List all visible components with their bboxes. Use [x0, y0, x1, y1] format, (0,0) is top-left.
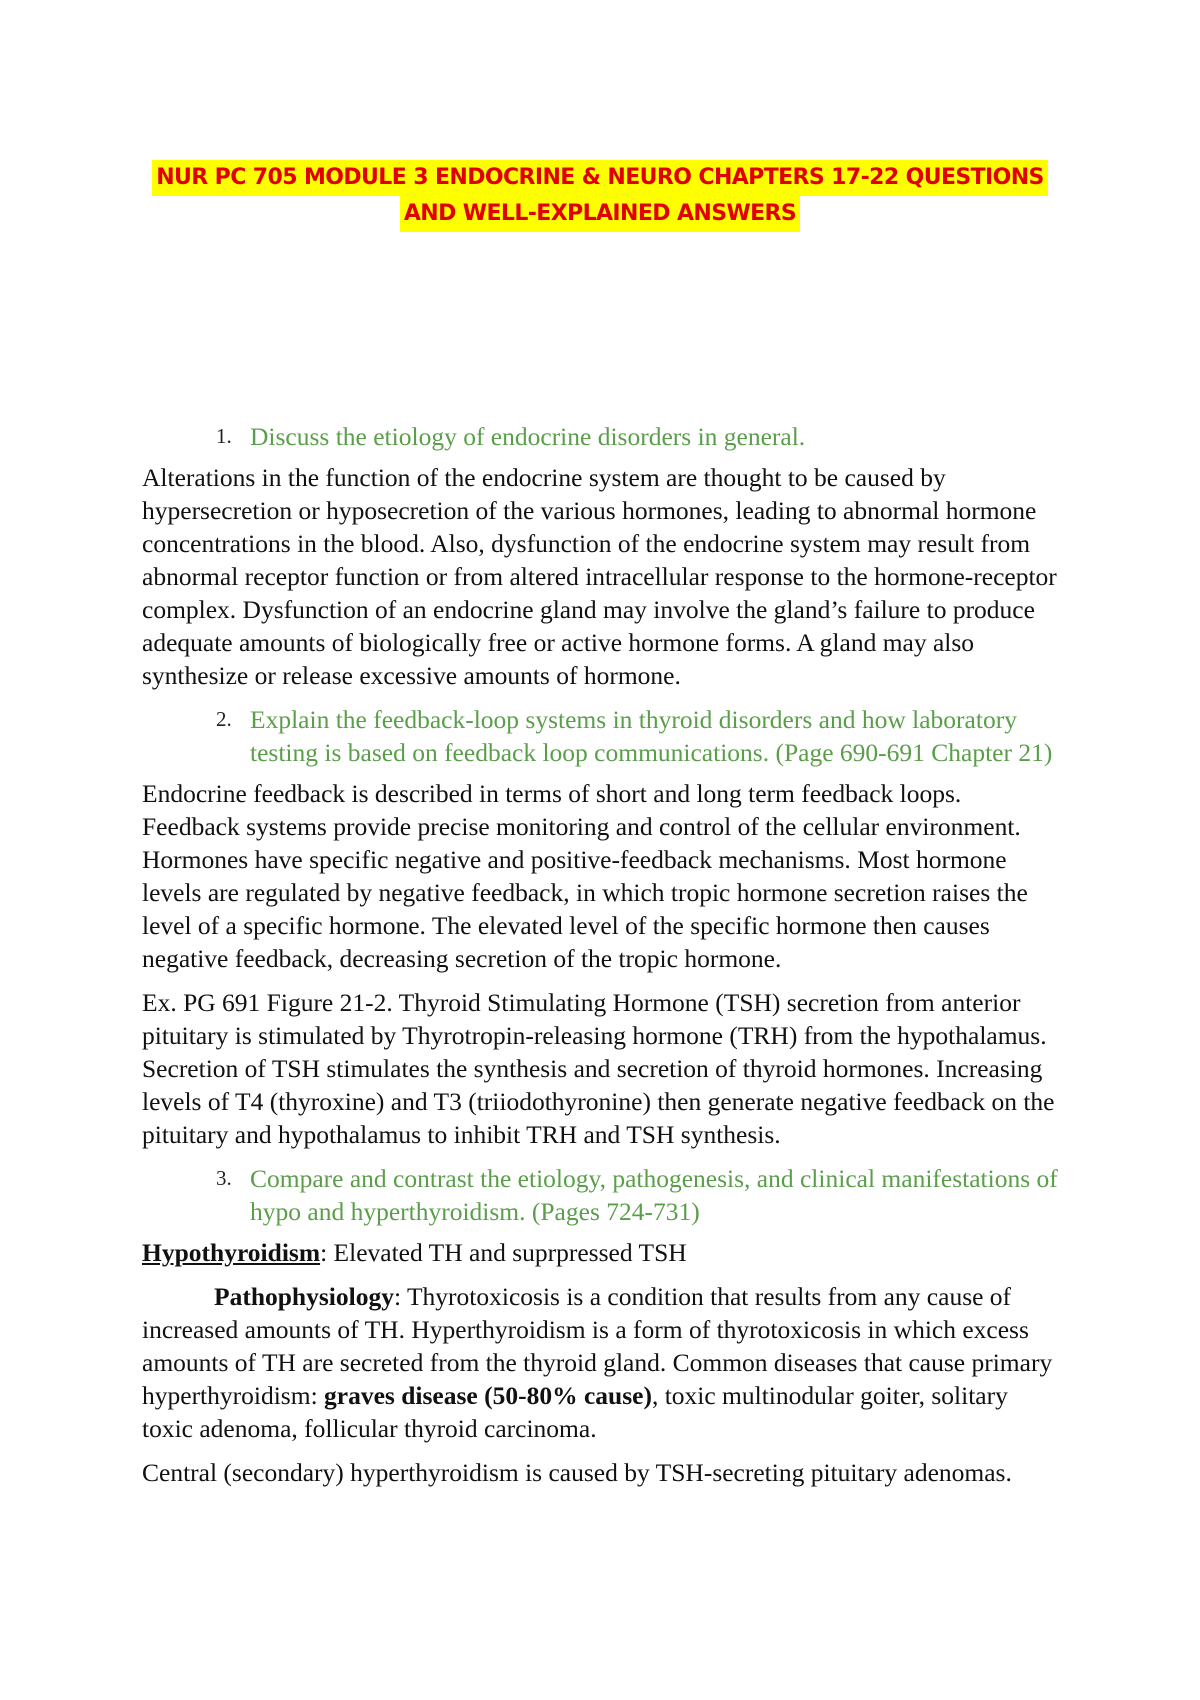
- pathophysiology-paragraph: [142, 1280, 1062, 1445]
- central-hyperthyroidism-paragraph: Central (secondary) hyperthyroidism is caused by TSH-secreting pituitary adenomas.: [142, 1458, 1012, 1487]
- pathophysiology-text: : Thyrotoxicosis is a condition that results from any cause of increased amounts of TH. Hyperthyroidism is a form of thyrotoxicosis in which excess amounts of TH are secreted from the thyroid gland. Common diseases that cause primary hyperthyroidism:: [142, 1282, 1053, 1410]
- answer-2-paragraph-2: Ex. PG 691 Figure 21-2. Thyroid Stimulating Hormone (TSH) secretion from anterior pituitary is stimulated by Thyrotropin-releasing hormone (TRH) from the hypothalamus. Secretion of TSH stimulates the synthesis and secretion of thyroid hormones. Increasing levels of T4 (thyroxine) and T3 (triiodothyronine) then generate negative feedback on the pituitary and hypothalamus to inhibit TRH and TSH synthesis.: [142, 988, 1055, 1149]
- question-number: 1.: [216, 424, 232, 448]
- hypothyroidism-line: [142, 1236, 1062, 1269]
- question-text: Explain the feedback-loop systems in thyroid disorders and how laboratory testing is based on feedback loop communications. (Page 690-691 Chapter 21): [250, 705, 1053, 767]
- question-2: [142, 703, 1062, 769]
- document-body: [142, 420, 1062, 1500]
- question-text: Discuss the etiology of endocrine disorders in general.: [250, 422, 806, 451]
- question-1: [142, 420, 1062, 453]
- hypothyroidism-summary: : Elevated TH and suprpressed TSH: [320, 1238, 687, 1267]
- pathophysiology-tail: , toxic multinodular goiter, solitary toxic adenoma, follicular thyroid carcinoma.: [142, 1381, 1008, 1443]
- question-text: Compare and contrast the etiology, pathogenesis, and clinical manifestations of hypo and hyperthyroidism. (Pages 724-731): [250, 1164, 1058, 1226]
- answer-1: Alterations in the function of the endocrine system are thought to be caused by hypersecretion or hyposecretion of the various hormones, leading to abnormal hormone concentrations in the blood. Also, dysfunction of the endocrine system may result from abnormal receptor function or from altered intracellular response to the hormone-receptor complex. Dysfunction of an endocrine gland may involve the gland’s failure to produce adequate amounts of biologically free or active hormone forms. A gland may also synthesize or release excessive amounts of hormone.: [142, 463, 1057, 690]
- title-line-2: AND WELL-EXPLAINED ANSWERS: [400, 196, 800, 232]
- question-number: 3.: [216, 1166, 232, 1190]
- title-line-1: NUR PC 705 MODULE 3 ENDOCRINE & NEURO CHAPTERS 17-22 QUESTIONS: [152, 160, 1048, 196]
- graves-disease-emphasis: graves disease (50-80% cause): [324, 1381, 652, 1410]
- question-3: [142, 1162, 1062, 1228]
- pathophysiology-heading: Pathophysiology: [214, 1282, 394, 1311]
- question-number: 2.: [216, 707, 232, 731]
- answer-2-paragraph-1: Endocrine feedback is described in terms of short and long term feedback loops. Feedback systems provide precise monitoring and control of the cellular environment. Hormones have specific negative and positive-feedback mechanisms. Most hormone levels are regulated by negative feedback, in which tropic hormone secretion raises the level of a specific hormone. The elevated level of the specific hormone then causes negative feedback, decreasing secretion of the tropic hormone.: [142, 779, 1028, 973]
- document-title: [0, 160, 1200, 232]
- hypothyroidism-heading: Hypothyroidism: [142, 1238, 321, 1267]
